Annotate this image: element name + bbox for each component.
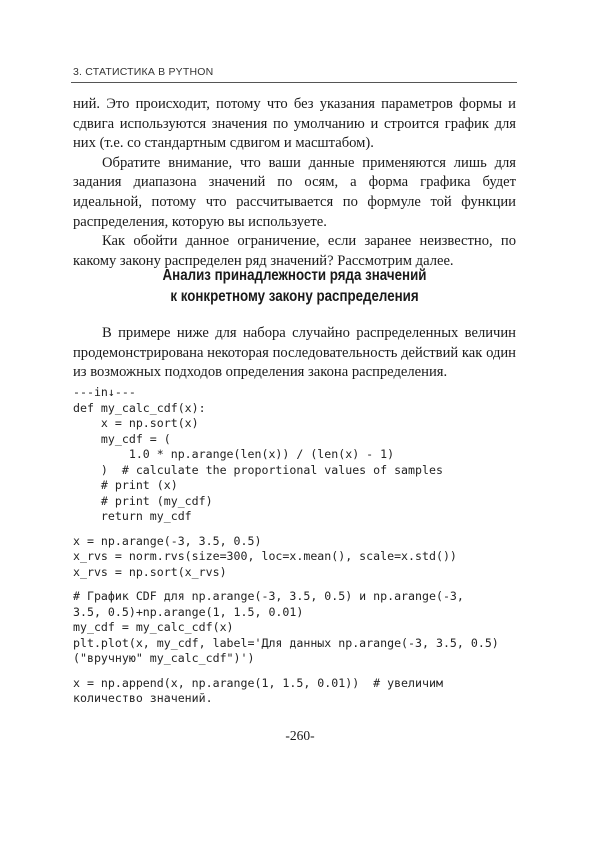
paragraph-question: Как обойти данное ограничение, если заранее неизвестно, по какому закону распределен ряд значений? Рассмотрим далее. <box>73 233 516 269</box>
code-line: def my_calc_cdf(x): <box>73 400 206 415</box>
code-listing <box>73 385 523 707</box>
code-blank-line <box>73 525 523 534</box>
code-line: количество значений. <box>73 691 213 705</box>
paragraph-example-intro: В примере ниже для набора случайно распределенных величин продемонстрирована некоторая последовательность действий как один из возможных подходов определения закона распределения. <box>73 325 516 381</box>
code-line: ) # calculate the proportional values of samples <box>73 462 443 477</box>
code-line: x = np.arange(-3, 3.5, 0.5) <box>73 533 262 548</box>
paragraph-continuation: ний. Это происходит, потому что без указания параметров формы и сдвига используются значения по умолчанию и строится график для них (т.е. со стандартным сдвигом и масштабом). <box>73 96 516 152</box>
code-line: # print (my_cdf) <box>73 493 213 508</box>
code-blank-line <box>73 580 523 589</box>
page-number: -260- <box>285 728 315 743</box>
running-header: 3. СТАТИСТИКА В PYTHON <box>73 66 214 78</box>
code-line: 3.5, 0.5)+np.arange(1, 1.5, 0.01) <box>73 604 304 619</box>
code-line: 1.0 * np.arange(len(x)) / (len(x) - 1) <box>73 447 395 461</box>
paragraph-note: Обратите внимание, что ваши данные применяются лишь для задания диапазона значений по осям, а форма графика будет идеальной, потому что рассчитывается по формуле той функции распределения, которую вы используете. <box>73 154 516 230</box>
code-line: x_rvs = np.sort(x_rvs) <box>73 564 227 579</box>
section-heading-line-2: к конкретному закону распределения <box>170 288 419 305</box>
code-line: # График CDF для np.arange(-3, 3.5, 0.5) и np.arange(-3, <box>73 589 464 603</box>
section-heading-line-1: Анализ принадлежности ряда значений <box>162 267 427 284</box>
section-heading <box>104 265 485 307</box>
code-line: plt.plot(x, my_cdf, label='Для данных np.arange(-3, 3.5, 0.5) <box>73 635 499 650</box>
code-line: my_cdf = ( <box>73 431 171 446</box>
header-divider <box>71 82 517 83</box>
code-line: # print (x) <box>73 478 178 492</box>
code-line: return my_cdf <box>73 509 192 523</box>
code-line: ("вручную" my_calc_cdf")') <box>73 651 255 665</box>
section-text <box>73 324 516 383</box>
code-blank-line <box>73 667 523 676</box>
intro-text <box>73 95 516 271</box>
code-line: ---in↓--- <box>73 385 136 399</box>
code-line: x = np.append(x, np.arange(1, 1.5, 0.01)) # увеличим <box>73 675 443 690</box>
code-line: my_cdf = my_calc_cdf(x) <box>73 620 234 634</box>
code-line: x = np.sort(x) <box>73 416 199 430</box>
code-line: x_rvs = norm.rvs(size=300, loc=x.mean(), scale=x.std()) <box>73 549 457 563</box>
